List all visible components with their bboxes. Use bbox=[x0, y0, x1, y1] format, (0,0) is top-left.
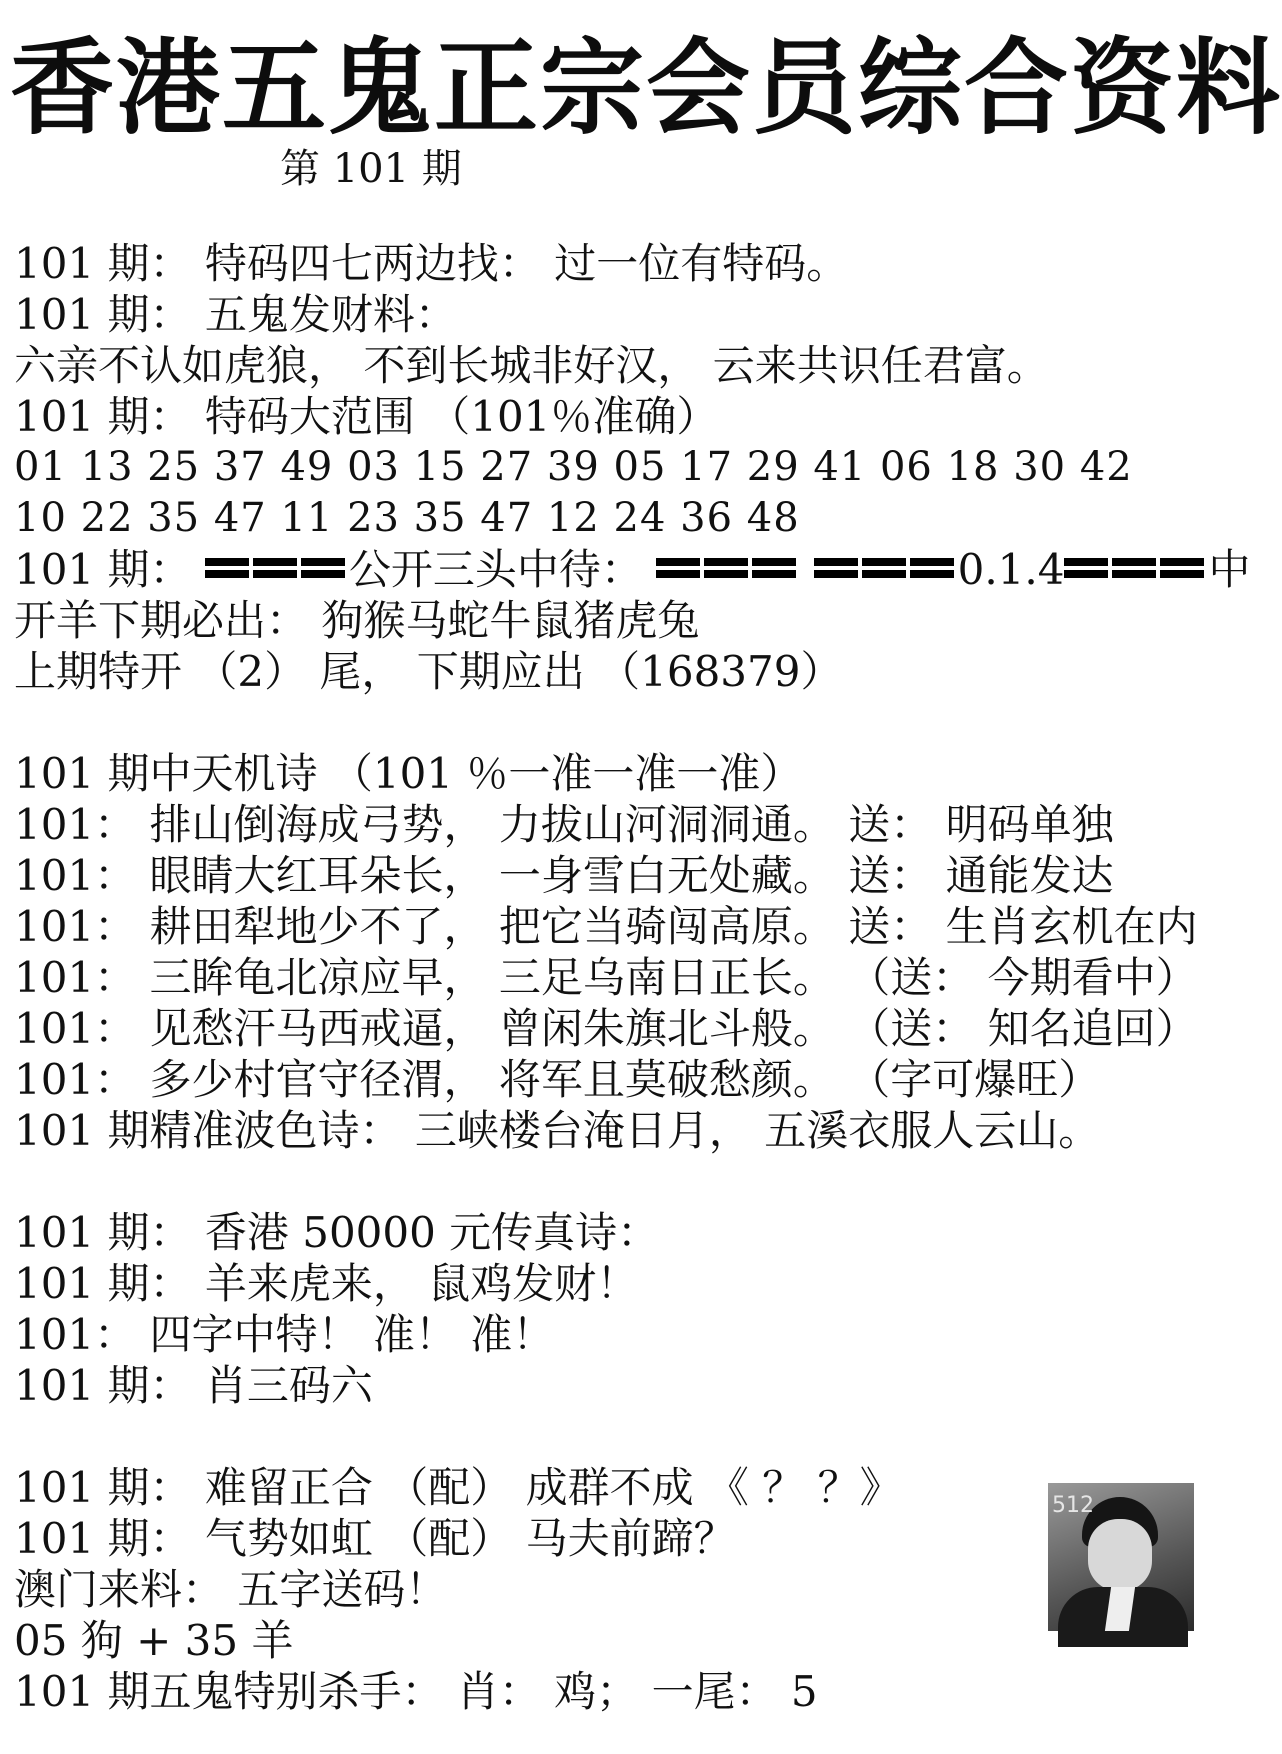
line-text: 101 期： 肖三码六 bbox=[14, 1361, 373, 1410]
text-line bbox=[14, 238, 1224, 289]
line-text: 101 期： 气势如虹 （配） 马夫前蹄？ bbox=[14, 1514, 736, 1563]
text-line bbox=[14, 1360, 1224, 1411]
line-text: 101 期： bbox=[14, 545, 205, 594]
line-text: 101： 三眸龟北凉应早， 三足乌南日正长。 （送： 今期看中） bbox=[14, 953, 1198, 1002]
redaction-block bbox=[1064, 558, 1108, 582]
line-text: 六亲不认如虎狼， 不到长城非好汉， 云来共识任君富。 bbox=[14, 341, 1049, 390]
line-text: 101 期： 羊来虎来， 鼠鸡发财！ bbox=[14, 1259, 639, 1308]
portrait-photo bbox=[1048, 1483, 1194, 1631]
text-line bbox=[14, 1513, 1224, 1564]
redaction-block bbox=[205, 558, 249, 582]
text-line bbox=[14, 1105, 1224, 1156]
text-line bbox=[14, 799, 1224, 850]
line-text: 中 bbox=[1208, 545, 1251, 594]
line-text: 01 13 25 37 49 03 15 27 39 05 17 29 41 06 18 30 42 bbox=[14, 444, 1133, 490]
text-line bbox=[14, 748, 1224, 799]
redaction-block bbox=[910, 558, 954, 582]
blank-line bbox=[14, 1411, 1224, 1462]
line-text: 0.1.4 bbox=[957, 545, 1065, 594]
issue-number: 第 101 期 bbox=[280, 146, 462, 192]
content-body bbox=[14, 238, 1251, 1717]
text-line bbox=[14, 595, 1224, 646]
redaction-block bbox=[814, 558, 858, 582]
line-text: 05 狗 + 35 羊 bbox=[14, 1616, 294, 1665]
line-text: 开羊下期必出： 狗猴马蛇牛鼠猪虎兔 bbox=[14, 596, 700, 645]
line-text: 101 期： 香港 50000 元传真诗： bbox=[14, 1208, 660, 1257]
text-line bbox=[14, 1666, 1224, 1717]
line-text: 10 22 35 47 11 23 35 47 12 24 36 48 bbox=[14, 495, 800, 541]
text-line bbox=[14, 1462, 1224, 1513]
line-text: 101 期： 特码大范围 （101％准确） bbox=[14, 392, 719, 441]
photo-label: 512 bbox=[1052, 1493, 1094, 1518]
text-line bbox=[14, 391, 1224, 442]
text-line bbox=[14, 901, 1224, 952]
line-text: 101： 耕田犁地少不了， 把它当骑闯高原。 送： 生肖玄机在内 bbox=[14, 902, 1198, 951]
text-line bbox=[14, 1207, 1224, 1258]
text-line bbox=[14, 850, 1224, 901]
line-text: 101 期： 五鬼发财料： bbox=[14, 290, 457, 339]
line-text bbox=[800, 545, 813, 594]
text-line bbox=[14, 1054, 1224, 1105]
text-line bbox=[14, 544, 1251, 595]
text-line bbox=[14, 1258, 1224, 1309]
line-text: 公开三头中待： bbox=[348, 545, 657, 594]
redaction-block bbox=[704, 558, 748, 582]
text-line bbox=[14, 1564, 1224, 1615]
line-text: 101： 排山倒海成弓势， 力拔山河洞洞通。 送： 明码单独 bbox=[14, 800, 1114, 849]
text-line bbox=[14, 952, 1224, 1003]
redaction-block bbox=[253, 558, 297, 582]
line-text: 101 期精准波色诗： 三峡楼台淹日月， 五溪衣服人云山。 bbox=[14, 1106, 1101, 1155]
text-line bbox=[14, 1309, 1224, 1360]
line-text: 澳门来料： 五字送码！ bbox=[14, 1565, 448, 1614]
line-text: 101： 眼睛大红耳朵长， 一身雪白无处藏。 送： 通能发达 bbox=[14, 851, 1114, 900]
text-line bbox=[14, 493, 1224, 544]
redaction-block bbox=[301, 558, 345, 582]
line-text: 101 期： 特码四七两边找： 过一位有特码。 bbox=[14, 239, 849, 288]
blank-line bbox=[14, 697, 1224, 748]
text-line bbox=[14, 289, 1224, 340]
line-text: 101： 四字中特！ 准！ 准！ bbox=[14, 1310, 555, 1359]
redaction-block bbox=[656, 558, 700, 582]
redaction-block bbox=[1112, 558, 1156, 582]
redaction-block bbox=[752, 558, 796, 582]
page-title: 香港五鬼正宗会员综合资料 bbox=[10, 27, 1282, 149]
line-text: 101 期： 难留正合 （配） 成群不成 《 ？ ？》 bbox=[14, 1463, 902, 1512]
line-text: 101 期五鬼特别杀手： 肖： 鸡； 一尾： 5 bbox=[14, 1667, 818, 1716]
text-line bbox=[14, 442, 1224, 493]
line-text: 上期特开 （2） 尾， 下期应出 （168379） bbox=[14, 647, 843, 696]
line-text: 101 期中天机诗 （101 ％一准一准一准） bbox=[14, 749, 803, 798]
redaction-block bbox=[862, 558, 906, 582]
line-text: 101： 多少村官守径渭， 将军且莫破愁颜。 （字可爆旺） bbox=[14, 1055, 1101, 1104]
text-line bbox=[14, 646, 1224, 697]
redaction-block bbox=[1160, 558, 1204, 582]
text-line bbox=[14, 1615, 1224, 1666]
text-line bbox=[14, 1003, 1224, 1054]
text-line bbox=[14, 340, 1224, 391]
line-text: 101： 见愁汗马西戒逼， 曾闲朱旗北斗般。 （送： 知名追回） bbox=[14, 1004, 1198, 1053]
blank-line bbox=[14, 1156, 1224, 1207]
